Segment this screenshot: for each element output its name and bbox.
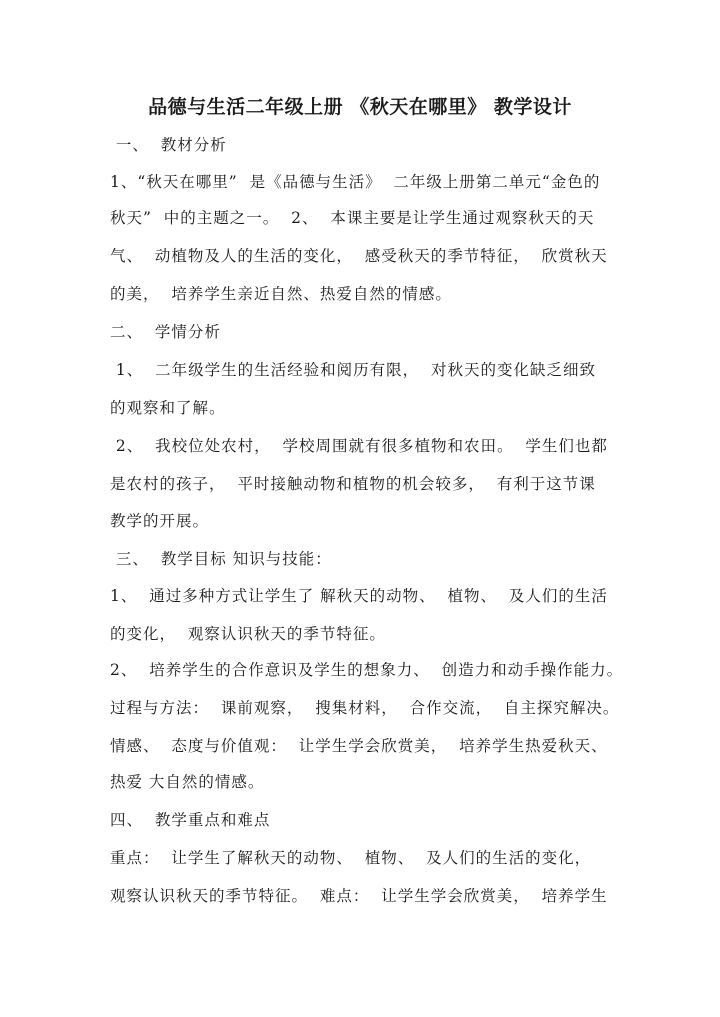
paragraph-line: 1、 通过多种方式让学生了 解秋天的动物、 植物、 及人们的生活	[110, 587, 608, 605]
paragraph-line: 过程与方法： 课前观察， 搜集材料， 合作交流， 自主探究解决。	[110, 699, 620, 717]
section-heading-1: 一、 教材分析	[110, 136, 227, 154]
paragraph-line: 是农村的孩子， 平时接触动物和植物的机会较多， 有利于这节课	[110, 475, 596, 493]
paragraph-line: 情感、 态度与价值观： 让学生学会欣赏美， 培养学生热爱秋天、	[110, 737, 608, 755]
paragraph-line: 热爱 大自然的情感。	[110, 773, 265, 791]
paragraph-line: 1、 二年级学生的生活经验和阅历有限， 对秋天的变化缺乏细致	[110, 361, 596, 379]
section-heading-4: 四、 教学重点和难点	[110, 811, 271, 829]
section-heading-3: 三、 教学目标 知识与技能：	[110, 550, 332, 568]
paragraph-line: 2、 我校位处农村， 学校周围就有很多植物和农田。 学生们也都	[110, 437, 608, 455]
paragraph-line: 的观察和了解。	[110, 399, 226, 417]
paragraph-line: 2、 培养学生的合作意识及学生的想象力、 创造力和动手操作能力。	[110, 661, 624, 679]
section-heading-2: 二、 学情分析	[110, 323, 221, 341]
paragraph-line: 观察认识秋天的季节特征。 难点： 让学生学会欣赏美， 培养学生	[110, 887, 608, 905]
paragraph-line: 重点： 让学生了解秋天的动物、 植物、 及人们的生活的变化，	[110, 849, 592, 867]
paragraph-line: 秋天” 中的主题之一。 2、 本课主要是让学生通过观察秋天的天	[110, 209, 595, 227]
paragraph-line: 的美， 培养学生亲近自然、热爱自然的情感。	[110, 285, 452, 303]
paragraph-line: 1、“秋天在哪里” 是《品德与生活》 二年级上册第二单元“金色的	[110, 173, 601, 191]
paragraph-line: 气、 动植物及人的生活的变化， 感受秋天的季节特征， 欣赏秋天	[110, 247, 608, 265]
paragraph-line: 教学的开展。	[110, 512, 210, 530]
paragraph-line: 的变化， 观察认识秋天的季节特征。	[110, 625, 386, 643]
document-title: 品德与生活二年级上册 《秋天在哪里》 教学设计	[148, 96, 572, 118]
